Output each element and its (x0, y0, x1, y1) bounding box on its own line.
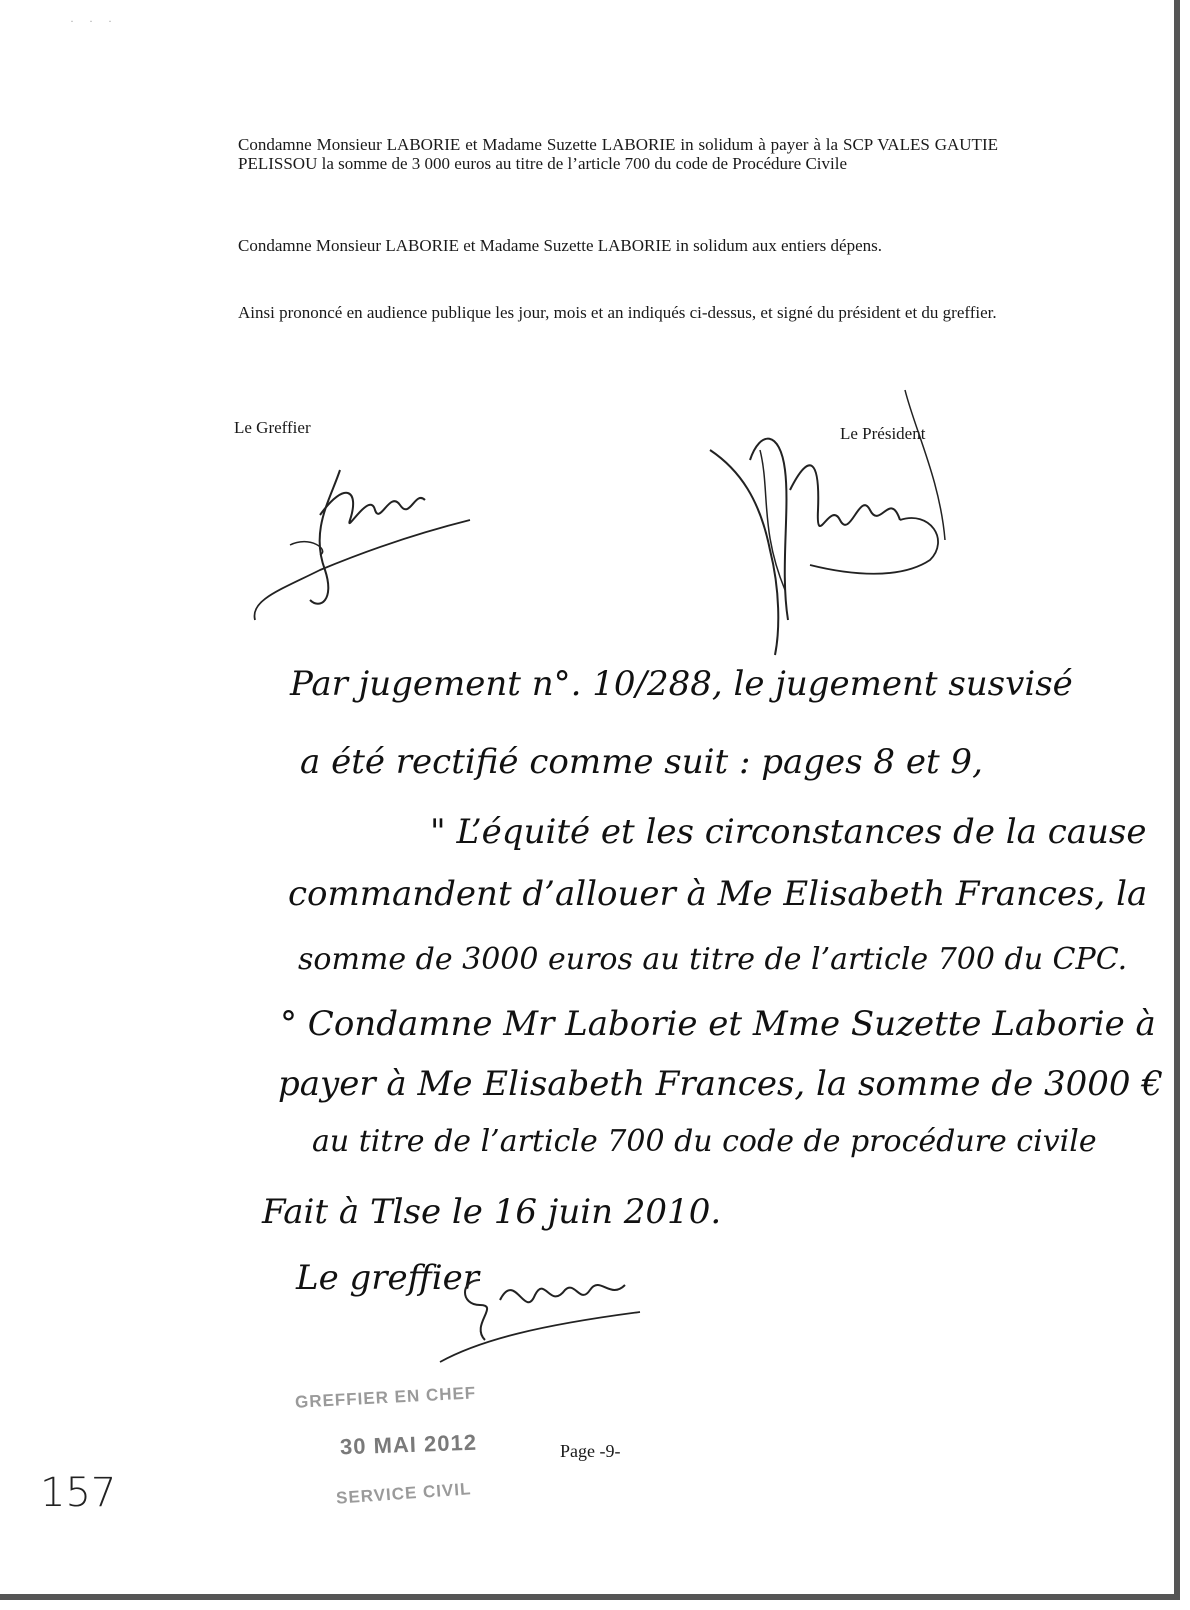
president-signature (700, 390, 970, 660)
typed-paragraph-prononce: Ainsi prononcé en audience publique les jour, mois et an indiqués ci-dessus, et signé du président et du greffier. (238, 303, 997, 322)
handwritten-line-7: payer à Me Elisabeth Frances, la somme de 3000 € (278, 1064, 1163, 1104)
handwritten-line-4: commandent d’allouer à Me Elisabeth Frances, la (288, 874, 1148, 914)
typed-paragraph-depens: Condamne Monsieur LABORIE et Madame Suzette LABORIE in solidum aux entiers dépens. (238, 236, 882, 255)
stamp-greffier-en-chef: GREFFIER EN CHEF (294, 1383, 477, 1412)
handwritten-line-2: a été rectifié comme suit : pages 8 et 9, (300, 742, 983, 782)
margin-page-number: 157 (40, 1470, 117, 1516)
greffier-signature (250, 460, 490, 630)
greffier-label: Le Greffier (234, 418, 311, 437)
handwritten-line-3: " L’équité et les circonstances de la cause (430, 812, 1147, 852)
handwritten-line-1: Par jugement n°. 10/288, le jugement susvisé (290, 664, 1073, 704)
handwritten-line-5: somme de 3000 euros au titre de l’article 700 du CPC. (298, 942, 1128, 977)
handwritten-line-9: Fait à Tlse le 16 juin 2010. (262, 1192, 722, 1232)
handwritten-line-10: Le greffier (296, 1258, 479, 1298)
stamp-service-civil: SERVICE CIVIL (335, 1479, 472, 1508)
stamp-date: 30 MAI 2012 (339, 1429, 478, 1460)
scan-specks: · · · (70, 14, 118, 28)
typed-paragraph-costs: Condamne Monsieur LABORIE et Madame Suzette LABORIE in solidum à payer à la SCP VALES GAUTIE PELISSOU la somme de 3 000 euros au titre de l’article 700 du code de Procédure Civile (238, 135, 998, 173)
page-number: Page -9- (560, 1441, 621, 1461)
handwritten-line-8: au titre de l’article 700 du code de procédure civile (312, 1124, 1097, 1159)
greffier-signature-bottom (440, 1250, 660, 1370)
president-label: Le Président (840, 424, 926, 443)
handwritten-line-6: ° Condamne Mr Laborie et Mme Suzette Laborie à (280, 1004, 1156, 1044)
